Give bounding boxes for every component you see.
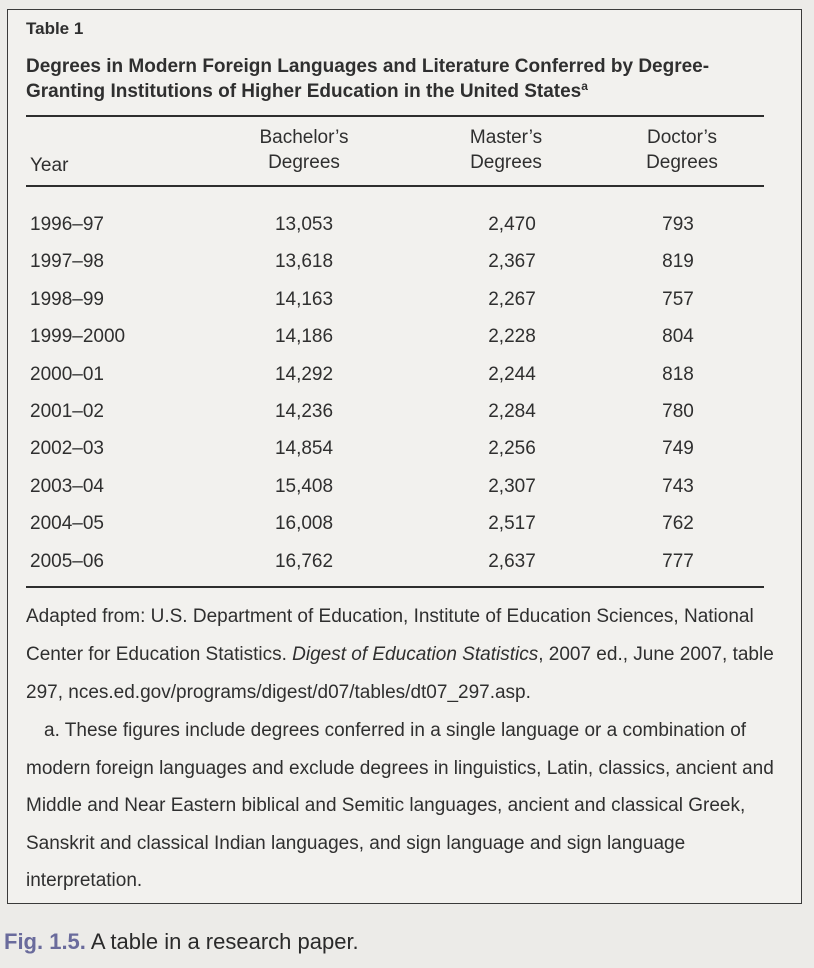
source-note — [26, 598, 786, 711]
table-body — [0, 207, 795, 581]
cell-doctors: 780 — [662, 400, 694, 422]
cell-bachelors: 14,163 — [274, 288, 334, 310]
cell-bachelors: 14,236 — [274, 400, 334, 422]
cell-masters: 2,367 — [488, 251, 536, 273]
cell-doctors: 743 — [662, 475, 694, 497]
source-note-prefix: Adapted from: U.S. Department of Education, Institute of Education Sciences, National Center for Education Statistics. — [26, 606, 754, 665]
cell-year: 2003–04 — [30, 475, 104, 497]
cell-masters: 2,470 — [488, 214, 536, 235]
cell-doctors: 777 — [662, 550, 694, 572]
table-label: Table 1 — [26, 19, 84, 38]
table-row — [0, 207, 795, 244]
table-row — [0, 282, 795, 319]
header-bachelors-line1: Bachelor’s — [259, 127, 349, 148]
cell-masters: 2,307 — [488, 475, 536, 497]
header-rule — [26, 185, 764, 187]
header-year: Year — [30, 155, 69, 176]
title-footnote-marker: a — [581, 79, 588, 93]
cell-doctors: 804 — [662, 326, 694, 348]
cell-masters: 2,637 — [488, 550, 536, 572]
cell-year: 1997–98 — [30, 251, 104, 273]
header-masters-line1: Master’s — [469, 127, 543, 148]
table-title — [26, 54, 766, 104]
table-footnote: a. These figures include degrees conferred in a single language or a combination of modern foreign languages and exclude degrees in linguistics, Latin, classics, ancient and Middle and Near Eastern biblical and Semitic languages, ancient and classical Greek, Sanskrit and classical Indian languages, and sign language and sign language interpretation. — [26, 720, 774, 892]
cell-year: 2002–03 — [30, 438, 104, 460]
bottom-rule — [26, 586, 764, 588]
cell-doctors: 818 — [662, 363, 694, 385]
header-masters-line2: Degrees — [470, 152, 542, 173]
table-row — [0, 431, 795, 468]
cell-year: 2005–06 — [30, 550, 104, 572]
cell-bachelors: 14,186 — [274, 326, 334, 348]
header-doctors-line1: Doctor’s — [646, 127, 718, 148]
table-row — [0, 506, 795, 543]
cell-bachelors: 16,762 — [274, 550, 334, 572]
cell-doctors: 757 — [662, 288, 694, 310]
cell-year: 2001–02 — [30, 400, 104, 422]
source-note-suffix: , 2007 ed., June 2007, table 297, nces.ed.gov/programs/digest/d07/tables/dt07_297.asp. — [26, 643, 774, 703]
cell-masters: 2,244 — [488, 363, 536, 385]
cell-masters: 2,228 — [488, 326, 536, 348]
table-title-text: Degrees in Modern Foreign Languages and Literature Conferred by Degree-Granting Institutions of Higher Education in the United States — [26, 56, 710, 102]
cell-year: 1996–97 — [30, 214, 104, 235]
table-row — [0, 544, 795, 581]
cell-doctors: 793 — [662, 214, 694, 235]
header-doctors-line2: Degrees — [646, 152, 718, 173]
cell-year: 1999–2000 — [30, 326, 126, 348]
cell-doctors: 819 — [662, 251, 694, 273]
cell-year: 2000–01 — [30, 363, 104, 385]
table-row — [0, 244, 795, 281]
table-row — [0, 319, 795, 356]
figure-caption-label: Fig. 1.5. — [4, 929, 86, 954]
figure-caption — [4, 929, 359, 955]
top-rule — [26, 115, 764, 117]
table-row — [0, 469, 795, 506]
cell-bachelors: 14,292 — [274, 363, 334, 385]
cell-year: 2004–05 — [30, 513, 104, 535]
header-masters — [436, 125, 576, 175]
header-doctors — [612, 125, 752, 175]
cell-bachelors: 16,008 — [274, 513, 334, 535]
table-row — [0, 394, 795, 431]
cell-bachelors: 15,408 — [274, 475, 334, 497]
header-bachelors — [234, 125, 374, 175]
cell-year: 1998–99 — [30, 288, 104, 310]
cell-masters: 2,256 — [488, 438, 536, 460]
cell-doctors: 762 — [662, 513, 694, 535]
cell-masters: 2,267 — [488, 288, 536, 310]
cell-bachelors: 14,854 — [274, 438, 334, 460]
cell-masters: 2,517 — [488, 513, 536, 535]
header-bachelors-line2: Degrees — [268, 152, 340, 173]
cell-bachelors: 13,053 — [274, 214, 334, 235]
figure-caption-text: A table in a research paper. — [85, 929, 359, 954]
table-row — [0, 357, 795, 394]
cell-masters: 2,284 — [488, 400, 536, 422]
cell-bachelors: 13,618 — [274, 251, 334, 273]
cell-doctors: 749 — [662, 438, 694, 460]
source-note-publication: Digest of Education Statistics — [292, 643, 539, 665]
